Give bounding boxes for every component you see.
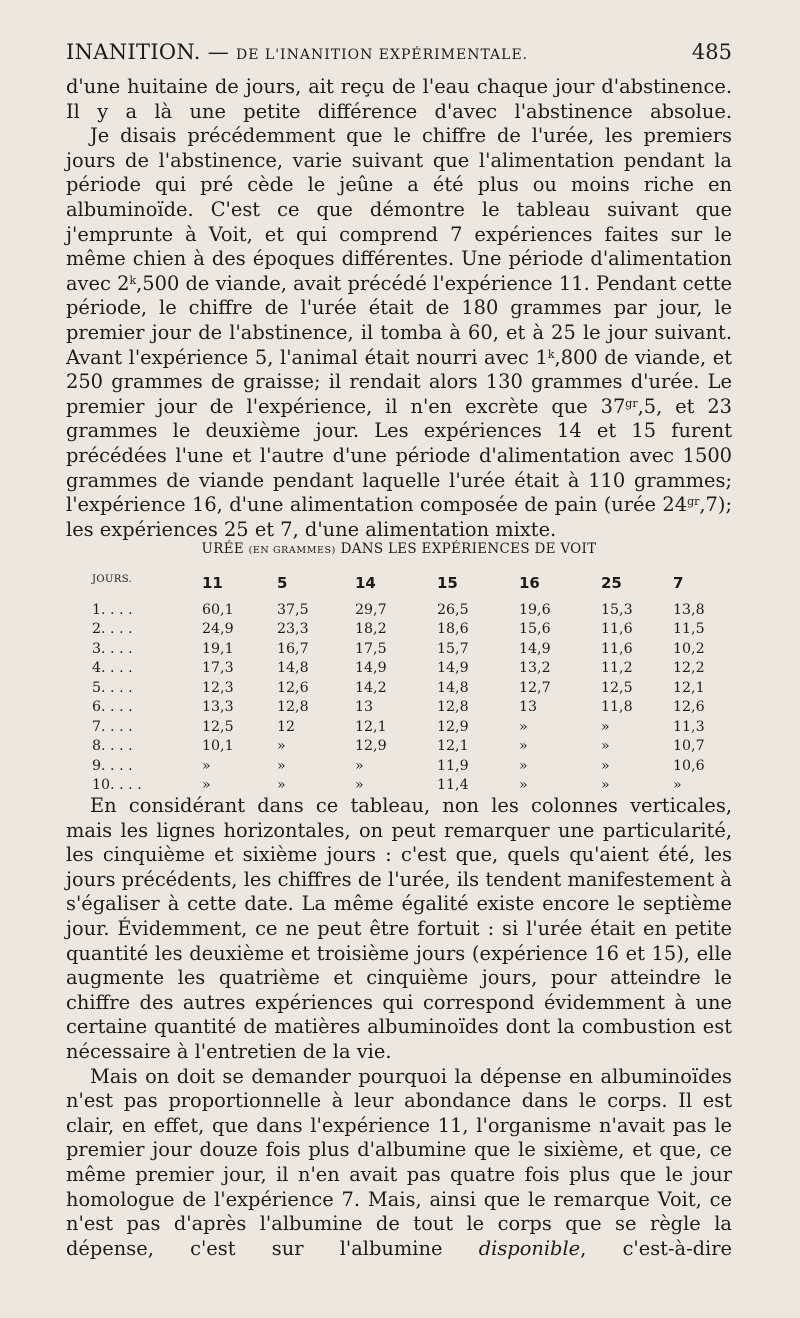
table-cell: 11,6	[601, 640, 633, 657]
text-block-bottom	[66, 794, 732, 1261]
table-row	[92, 776, 712, 796]
section-title: DE L'INANITION EXPÉRIMENTALE.	[236, 47, 529, 63]
day-label: 6. . . .	[92, 699, 133, 716]
paragraph-horizontal-lines: En considérant dans ce tableau, non les colonnes verticales, mais les lignes horizontales, on peut remarquer une particularité, les cinquième et sixième jours : c'est que, quels qu'aient été, les jours précédents, les chiffres de l'urée, ils tendent manifestement à s'égaliser à cette date. La même égalité existe encore le septième jour. Évidemment, ce ne peut être fortuit : si l'urée était en petite quantité les deuxième et troisième jours (expérience 16 et 15), elle augmente les quatrième et cinquième jours, pour atteindre le chiffre des autres expériences qui correspond évidemment à une certaine quantité de matières albuminoïdes dont la combustion est nécessaire à l'entretien de la vie.	[66, 794, 732, 1063]
table-cell: 16,7	[277, 640, 309, 657]
italic-word: disponible	[478, 1236, 581, 1260]
table-cell: »	[202, 757, 211, 774]
table-cell: 12,1	[673, 679, 705, 696]
column-header: 16	[519, 574, 540, 592]
uree-table	[92, 574, 712, 795]
table-cell: 14,2	[355, 679, 387, 696]
column-header: 15	[437, 574, 458, 592]
table-cell: 12,6	[673, 699, 705, 716]
paragraph-voit-experiments	[66, 124, 732, 542]
table-cell: 11,6	[601, 621, 633, 638]
day-label: 10. . . .	[92, 777, 142, 794]
table-caption	[66, 541, 732, 557]
table-row	[92, 600, 712, 620]
day-label: 2. . . .	[92, 621, 133, 638]
table-cell: 14,8	[437, 679, 469, 696]
paragraph-continued: d'une huitaine de jours, ait reçu de l'eau chaque jour d'abstinence. Il y a là une petite différence d'avec l'abstinence absolue.	[66, 75, 732, 123]
page-number: 485	[691, 40, 732, 64]
table-cell: »	[355, 757, 364, 774]
column-header: 14	[355, 574, 376, 592]
day-label: 4. . . .	[92, 660, 133, 677]
table-cell: »	[601, 718, 610, 735]
table-cell: »	[277, 757, 286, 774]
day-label: 5. . . .	[92, 679, 133, 696]
table-cell: 29,7	[355, 601, 387, 618]
table-cell: 12,8	[437, 699, 469, 716]
table-cell: 37,5	[277, 601, 309, 618]
table-cell: »	[519, 777, 528, 794]
table-cell: 12	[277, 718, 296, 735]
table-cell: »	[673, 777, 682, 794]
table-cell: »	[355, 777, 364, 794]
text-run: , c'est-à-dire	[580, 1236, 733, 1260]
table-cell: 10,6	[673, 757, 705, 774]
running-header	[66, 40, 732, 70]
table-cell: »	[202, 777, 211, 794]
table-cell: 11,8	[601, 699, 633, 716]
table-cell: 14,9	[355, 660, 387, 677]
table-cell: 13,2	[519, 660, 551, 677]
table-cell: 18,6	[437, 621, 469, 638]
table-cell: 12,3	[202, 679, 234, 696]
table-cell: 10,2	[673, 640, 705, 657]
superscript-k: k	[129, 273, 137, 287]
table-row	[92, 620, 712, 640]
superscript-gr: gr	[625, 396, 638, 410]
table-cell: 12,7	[519, 679, 551, 696]
table-cell: 26,5	[437, 601, 469, 618]
text-run: ,500 de viande, avait précédé l'expérience 11. Pendant cette période, le chiffre de l'urée était de 180 grammes par jour, le premier jour de l'abstinence, il tomba à 60, et à 25 le jour suivant. Avant l'expérience 5, l'animal était nourri avec 1	[66, 271, 732, 369]
day-label: 3. . . .	[92, 640, 133, 657]
table-cell: 13	[519, 699, 538, 716]
table-cell: 12,5	[202, 718, 234, 735]
table-cell: 24,9	[202, 621, 234, 638]
text-run: ,800 de viande, et 250 grammes de graisse; il rendait alors 130 grammes d'urée. Le premier jour de l'expérience, il n'en excrète que 37	[66, 345, 733, 418]
table-cell: »	[601, 738, 610, 755]
column-header: 25	[601, 574, 622, 592]
paragraph-albumine	[66, 1065, 732, 1262]
superscript-gr: gr	[687, 495, 700, 509]
table-cell: 10,7	[673, 738, 705, 755]
table-cell: 12,1	[355, 718, 387, 735]
table-cell: 19,1	[202, 640, 234, 657]
column-header: 7	[673, 574, 684, 592]
table-row	[92, 756, 712, 776]
caption-part: DANS LES EXPÉRIENCES DE VOIT	[340, 541, 597, 557]
table-cell: 11,5	[673, 621, 705, 638]
table-cell: 11,2	[601, 660, 633, 677]
table-cell: »	[277, 777, 286, 794]
table-cell: »	[601, 757, 610, 774]
table-cell: 23,3	[277, 621, 309, 638]
table-cell: 12,2	[673, 660, 705, 677]
day-label: 1. . . .	[92, 601, 133, 618]
table-row	[92, 639, 712, 659]
table-cell: 13	[355, 699, 374, 716]
table-cell: 17,5	[355, 640, 387, 657]
table-cell: 15,6	[519, 621, 551, 638]
table-cell: 15,3	[601, 601, 633, 618]
title-dash: —	[207, 40, 230, 64]
running-title	[66, 40, 528, 64]
table-cell: 11,4	[437, 777, 469, 794]
table-row	[92, 698, 712, 718]
day-label: 9. . . .	[92, 757, 133, 774]
table-cell: 11,3	[673, 718, 705, 735]
text-block-top	[66, 75, 732, 542]
text-run: Mais on doit se demander pourquoi la dépense en albuminoïdes n'est pas proportionnelle à leur abondance dans le corps. Il est clair, en effet, que dans l'expérience 11, l'organisme n'avait pas le premier jour douze fois plus d'albumine que le sixième, et que, ce même premier jour, il n'en avait pas quatre fois plus que le jour homologue de l'expérience 7. Mais, ainsi que le remarque Voit, ce n'est pas d'après l'albumine de tout le corps que se règle la dépense, c'est sur l'albumine	[66, 1064, 732, 1260]
table-cell: 12,6	[277, 679, 309, 696]
column-header: 5	[277, 574, 288, 592]
table-cell: 12,9	[355, 738, 387, 755]
table-corner-label: JOURS.	[92, 574, 133, 585]
table-cell: 14,9	[519, 640, 551, 657]
table-cell: 14,8	[277, 660, 309, 677]
table-row	[92, 678, 712, 698]
table-cell: »	[519, 757, 528, 774]
column-header: 11	[202, 574, 223, 592]
table-cell: 60,1	[202, 601, 234, 618]
table-cell: 12,1	[437, 738, 469, 755]
text-run: Je disais précédemment que le chiffre de l'urée, les premiers jours de l'abstinence, varie suivant que l'alimentation pendant la période qui pré cède le jeûne a été plus ou moins riche en albuminoïde. C'est ce que démontre le tableau suivant que j'emprunte à Voit, et qui comprend 7 expériences faites sur le même chien à des époques différentes. Une période d'alimentation avec 2	[66, 124, 732, 295]
table-cell: »	[601, 777, 610, 794]
text-run: ,7); les expériences 25 et 7, d'une alimentation mixte.	[66, 493, 732, 541]
caption-part: URÉE	[201, 541, 244, 557]
table-header-row	[92, 574, 712, 600]
table-cell: 18,2	[355, 621, 387, 638]
table-row	[92, 737, 712, 757]
table-cell: »	[519, 718, 528, 735]
table-row	[92, 717, 712, 737]
day-label: 8. . . .	[92, 738, 133, 755]
table-row	[92, 659, 712, 679]
table-cell: 14,9	[437, 660, 469, 677]
table-cell: 12,8	[277, 699, 309, 716]
table-cell: 19,6	[519, 601, 551, 618]
text-run: ,5, et 23 grammes le deuxième jour. Les expériences 14 et 15 furent précédées l'une et l'autre d'une période d'alimentation avec 1500 grammes de viande pendant laquelle l'urée était à 110 grammes; l'expérience 16, d'une alimentation composée de pain (urée 24	[66, 394, 732, 517]
superscript-k: k	[547, 347, 555, 361]
table-cell: 12,5	[601, 679, 633, 696]
table-cell: 11,9	[437, 757, 469, 774]
table-cell: 15,7	[437, 640, 469, 657]
table-cell: 13,3	[202, 699, 234, 716]
day-label: 7. . . .	[92, 718, 133, 735]
table-cell: 17,3	[202, 660, 234, 677]
table-cell: 10,1	[202, 738, 234, 755]
table-cell: »	[277, 738, 286, 755]
caption-units: (EN GRAMMES)	[248, 545, 336, 556]
chapter-title: INANITION.	[66, 40, 201, 64]
table-cell: »	[519, 738, 528, 755]
table-cell: 12,9	[437, 718, 469, 735]
table-cell: 13,8	[673, 601, 705, 618]
